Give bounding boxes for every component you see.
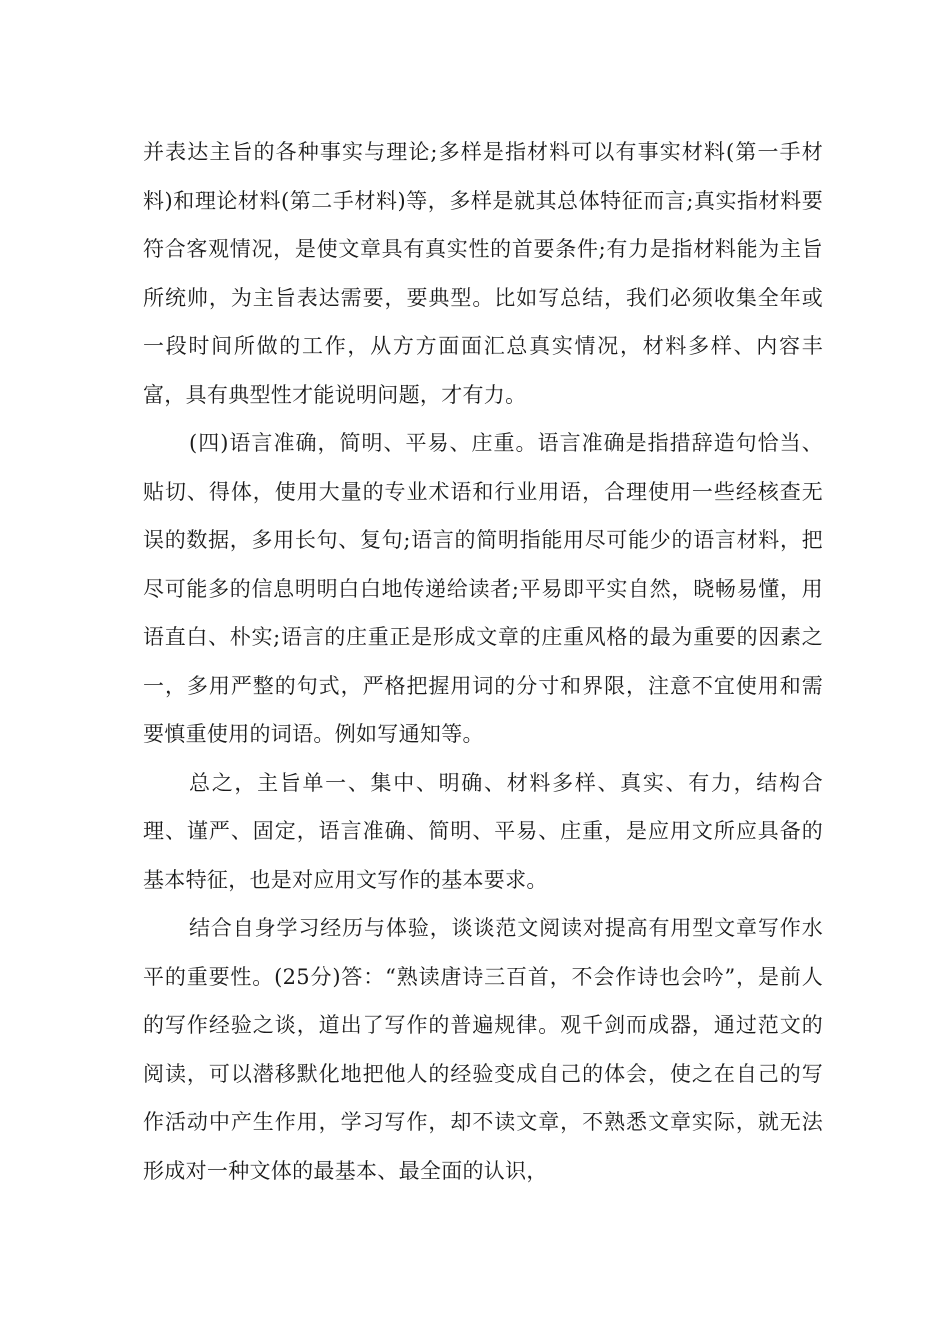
- document-body: [143, 128, 823, 1195]
- paragraph-summary: 总之，主旨单一、集中、明确、材料多样、真实、有力，结构合理、谨严、固定，语言准确、简明、平易、庄重，是应用文所应具备的基本特征，也是对应用文写作的基本要求。: [143, 770, 823, 892]
- paragraph-materials: 并表达主旨的各种事实与理论;多样是指材料可以有事实材料(第一手材料)和理论材料(第二手材料)等，多样是就其总体特征而言;真实指材料要符合客观情况，是使文章具有真实性的首要条件;有力是指材料能为主旨所统帅，为主旨表达需要，要典型。比如写总结，我们必须收集全年或一段时间所做的工作，从方方面面汇总真实情况，材料多样、内容丰富，具有典型性才能说明问题，才有力。: [143, 140, 823, 407]
- paragraph-language: (四)语言准确，简明、平易、庄重。语言准确是指措辞造句恰当、贴切、得体，使用大量的专业术语和行业用语，合理使用一些经核查无误的数据，多用长句、复句;语言的简明指能用尽可能少的语言材料，把尽可能多的信息明明白白地传递给读者;平易即平实自然，晓畅易懂，用语直白、朴实;语言的庄重正是形成文章的庄重风格的最为重要的因素之一，多用严整的句式，严格把握用词的分寸和界限，注意不宜使用和需要慎重使用的词语。例如写通知等。: [143, 431, 823, 746]
- paragraph-essay-answer: 结合自身学习经历与体验，谈谈范文阅读对提高有用型文章写作水平的重要性。(25分)答：“熟读唐诗三百首，不会作诗也会吟”，是前人的写作经验之谈，道出了写作的普遍规律。观千剑而成器，通过范文的阅读，可以潜移默化地把他人的经验变成自己的体会，使之在自己的写作活动中产生作用，学习写作，却不读文章，不熟悉文章实际，就无法形成对一种文体的最基本、最全面的认识，: [143, 916, 823, 1183]
